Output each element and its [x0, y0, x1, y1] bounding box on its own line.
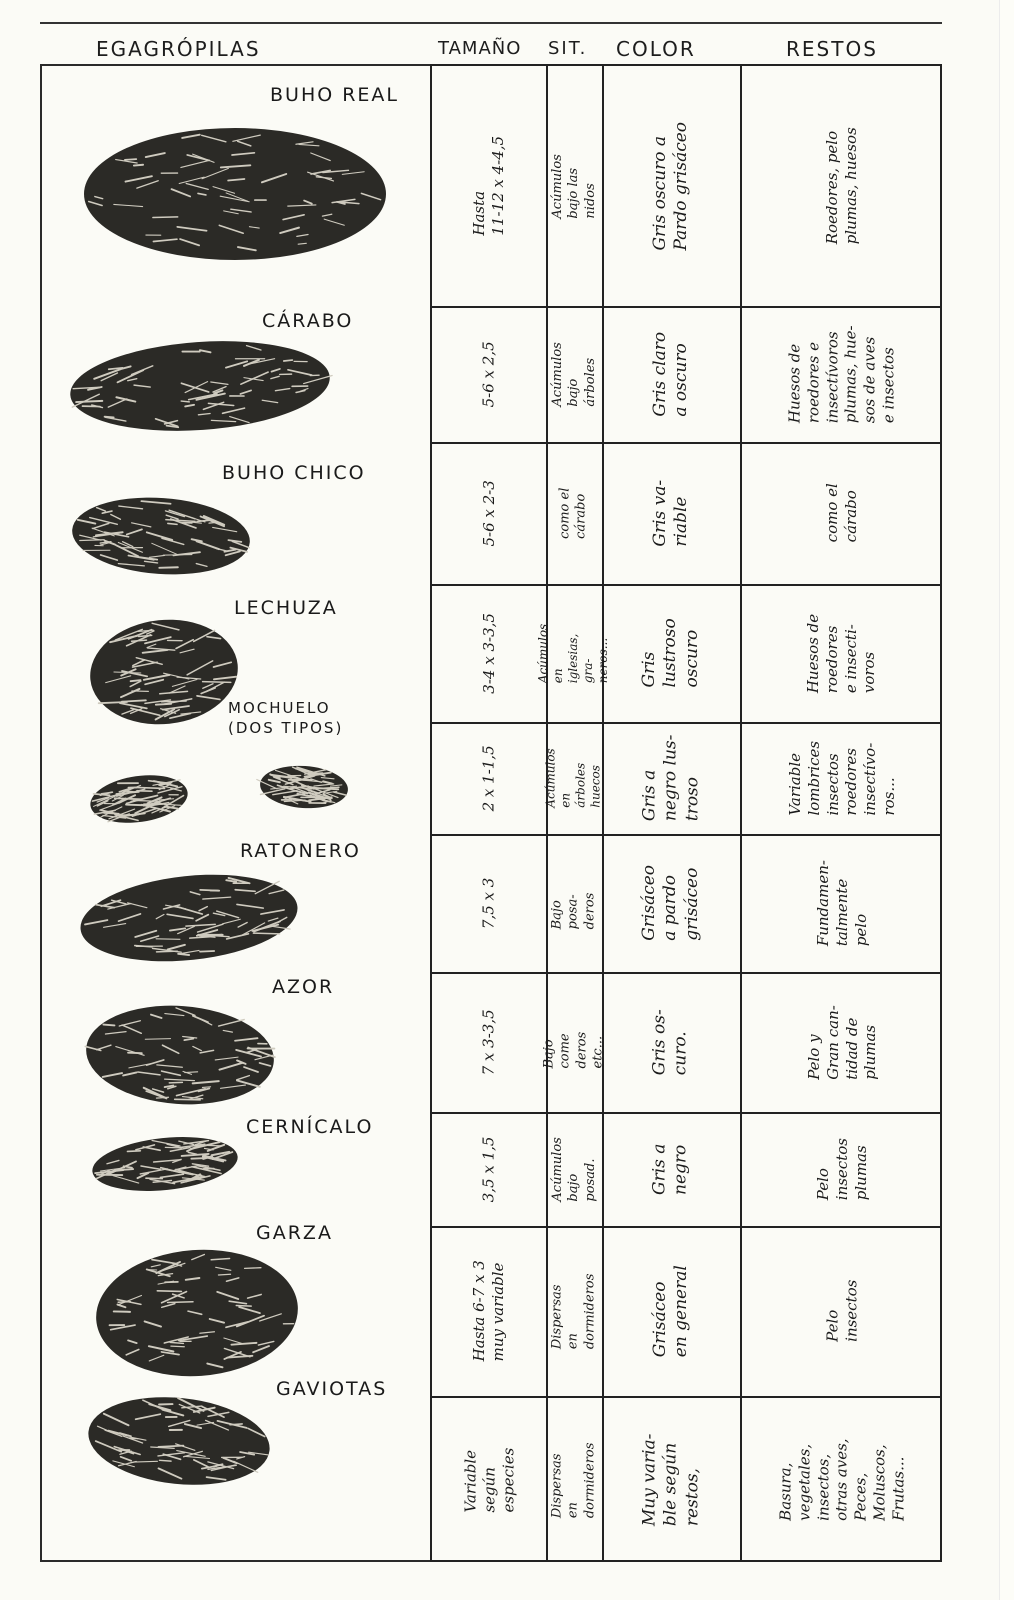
cell-text-remains: Fundamen- talmente pelo — [813, 859, 870, 947]
cell-text-site: Bajo posa- deros — [549, 892, 598, 929]
species-label: GARZA — [256, 1222, 333, 1244]
header-site: SIT. — [548, 38, 588, 59]
cell-text-size: 2 x 1-1,5 — [479, 744, 498, 812]
table-cell-size — [434, 836, 544, 970]
table-cell-remains — [742, 68, 942, 304]
cell-text-color: Gris claro a oscuro — [649, 331, 691, 417]
cell-text-site: Acúmulos en árboles huecos — [544, 748, 604, 808]
table-cell-remains — [742, 836, 942, 970]
pellet-drawing — [88, 1134, 242, 1194]
cell-text-color: Grisáceo a pardo grisáceo — [639, 865, 702, 941]
pellet-drawing — [82, 1002, 278, 1108]
header-color: COLOR — [616, 37, 696, 61]
species-label: MOCHUELO (DOS TIPOS) — [228, 699, 344, 737]
cell-text-remains: Pelo y Gran can- tidad de plumas — [804, 1004, 879, 1080]
table-cell-remains — [742, 1114, 942, 1224]
cell-text-color: Muy varia- ble según restos, — [639, 1433, 702, 1527]
table-cell-size — [434, 68, 544, 304]
table-cell-size — [434, 1228, 544, 1394]
cell-text-size: 3,5 x 1,5 — [479, 1136, 498, 1202]
table-cell-site — [548, 1228, 600, 1394]
table-cell-remains — [742, 724, 942, 832]
table-cell-remains — [742, 1228, 942, 1394]
cell-text-size: Variable según especies — [460, 1447, 517, 1513]
table-cell-remains — [742, 974, 942, 1110]
table-cell-remains — [742, 586, 942, 720]
species-label: CÁRABO — [262, 310, 354, 332]
species-label: LECHUZA — [234, 597, 338, 619]
table-cell-color — [604, 586, 738, 720]
cell-text-remains: como el cárabo — [823, 483, 860, 543]
cell-text-site: Acúmulos bajo las nidos — [549, 153, 598, 219]
cell-text-remains: Pelo insectos plumas — [813, 1137, 870, 1201]
table-cell-color — [604, 724, 738, 832]
table-cell-site — [548, 836, 600, 970]
table-cell-remains — [742, 308, 942, 440]
table-cell-color — [604, 836, 738, 970]
cell-text-color: Gris a negro — [649, 1143, 691, 1195]
cell-text-remains: Basura, vegetales, insectos, otras aves, Peces, Moluscos, Frutas... — [776, 1438, 907, 1522]
pellet-drawing — [76, 872, 302, 964]
pellet-drawing — [66, 338, 334, 434]
cell-text-site: Dispersas en dormideros — [549, 1273, 598, 1349]
table-cell-size — [434, 444, 544, 582]
cell-text-color: Grisáceo en general — [649, 1264, 691, 1358]
cell-text-remains: Pelo insectos — [823, 1279, 860, 1343]
pellet-table — [430, 64, 942, 1562]
header-remains: RESTOS — [786, 37, 878, 61]
table-cell-size — [434, 974, 544, 1110]
cell-text-size: Hasta 11-12 x 4-4,5 — [470, 136, 507, 236]
species-label: AZOR — [272, 976, 335, 998]
table-cell-size — [434, 308, 544, 440]
table-cell-remains — [742, 1398, 942, 1562]
pellet-drawing — [256, 762, 352, 812]
cell-text-color: Gris oscuro a Pardo grisáceo — [649, 121, 691, 251]
table-cell-site — [548, 444, 600, 582]
table-cell-color — [604, 1114, 738, 1224]
species-label: BUHO REAL — [270, 84, 400, 106]
cell-text-color: Gris os- curo. — [649, 1009, 691, 1075]
cell-text-size: 7,5 x 3 — [479, 877, 498, 929]
table-cell-size — [434, 1114, 544, 1224]
frame-left — [40, 64, 42, 1562]
scan-edge — [999, 0, 1014, 1600]
table-cell-site — [548, 68, 600, 304]
table-cell-size — [434, 586, 544, 720]
pellet-drawing — [86, 616, 242, 728]
cell-text-site: Bajo come deros etc... — [541, 1031, 606, 1068]
header-size: TAMAÑO — [438, 38, 522, 59]
table-cell-site — [548, 1114, 600, 1224]
table-cell-color — [604, 1398, 738, 1562]
cell-text-color: Gris lustroso oscuro — [639, 618, 702, 688]
pellet-drawing — [92, 1246, 302, 1380]
cell-text-size: 5-6 x 2-3 — [479, 479, 498, 547]
table-cell-color — [604, 974, 738, 1110]
species-label: BUHO CHICO — [222, 462, 366, 484]
table-cell-color — [604, 444, 738, 582]
table-cell-color — [604, 68, 738, 304]
cell-text-site: Acúmulos en iglesias, gra- neros... — [536, 623, 611, 683]
table-cell-site — [544, 724, 604, 832]
cell-text-remains: Roedores, pelo plumas, huesos — [823, 127, 860, 245]
header-pellets: EGAGRÓPILAS — [96, 37, 261, 61]
pellet-drawing — [80, 124, 390, 264]
top-rule — [40, 22, 942, 24]
table-cell-size — [434, 1398, 544, 1562]
cell-text-color: Gris va- riable — [649, 479, 691, 547]
cell-text-site: Dispersas en dormideros — [549, 1442, 598, 1518]
cell-text-size: 7 x 3-3,5 — [479, 1008, 498, 1076]
pellet-drawing — [68, 494, 254, 578]
cell-text-remains: Huesos de roedores e insectívoros plumas, hue- sos de aves e insectos — [785, 325, 898, 423]
table-cell-site — [541, 974, 606, 1110]
pellet-drawing — [86, 772, 192, 826]
cell-text-color: Gris a negro lus- troso — [639, 734, 702, 822]
cell-text-site: como el cárabo — [557, 487, 589, 539]
table-cell-color — [604, 1228, 738, 1394]
cell-text-size: 5-6 x 2,5 — [479, 340, 498, 408]
cell-text-remains: Huesos de roedores e insecti- voros — [804, 613, 879, 693]
species-label: RATONERO — [240, 840, 361, 862]
species-label: GAVIOTAS — [276, 1378, 388, 1400]
cell-text-remains: Variable lombrices insectos roedores insectívo- ros... — [785, 740, 898, 816]
cell-text-site: Acúmulos bajo posad. — [549, 1136, 598, 1202]
cell-text-size: 3-4 x 3-3,5 — [479, 612, 498, 694]
table-cell-size — [434, 724, 544, 832]
cell-text-site: Acúmulos bajo árboles — [549, 341, 598, 407]
table-cell-site — [536, 586, 611, 720]
species-label: CERNÍCALO — [246, 1116, 374, 1138]
table-cell-remains — [742, 444, 942, 582]
table-cell-color — [604, 308, 738, 440]
cell-text-size: Hasta 6-7 x 3 muy variable — [470, 1260, 507, 1362]
table-cell-site — [548, 308, 600, 440]
pellet-drawing — [84, 1394, 274, 1488]
table-cell-site — [548, 1398, 600, 1562]
